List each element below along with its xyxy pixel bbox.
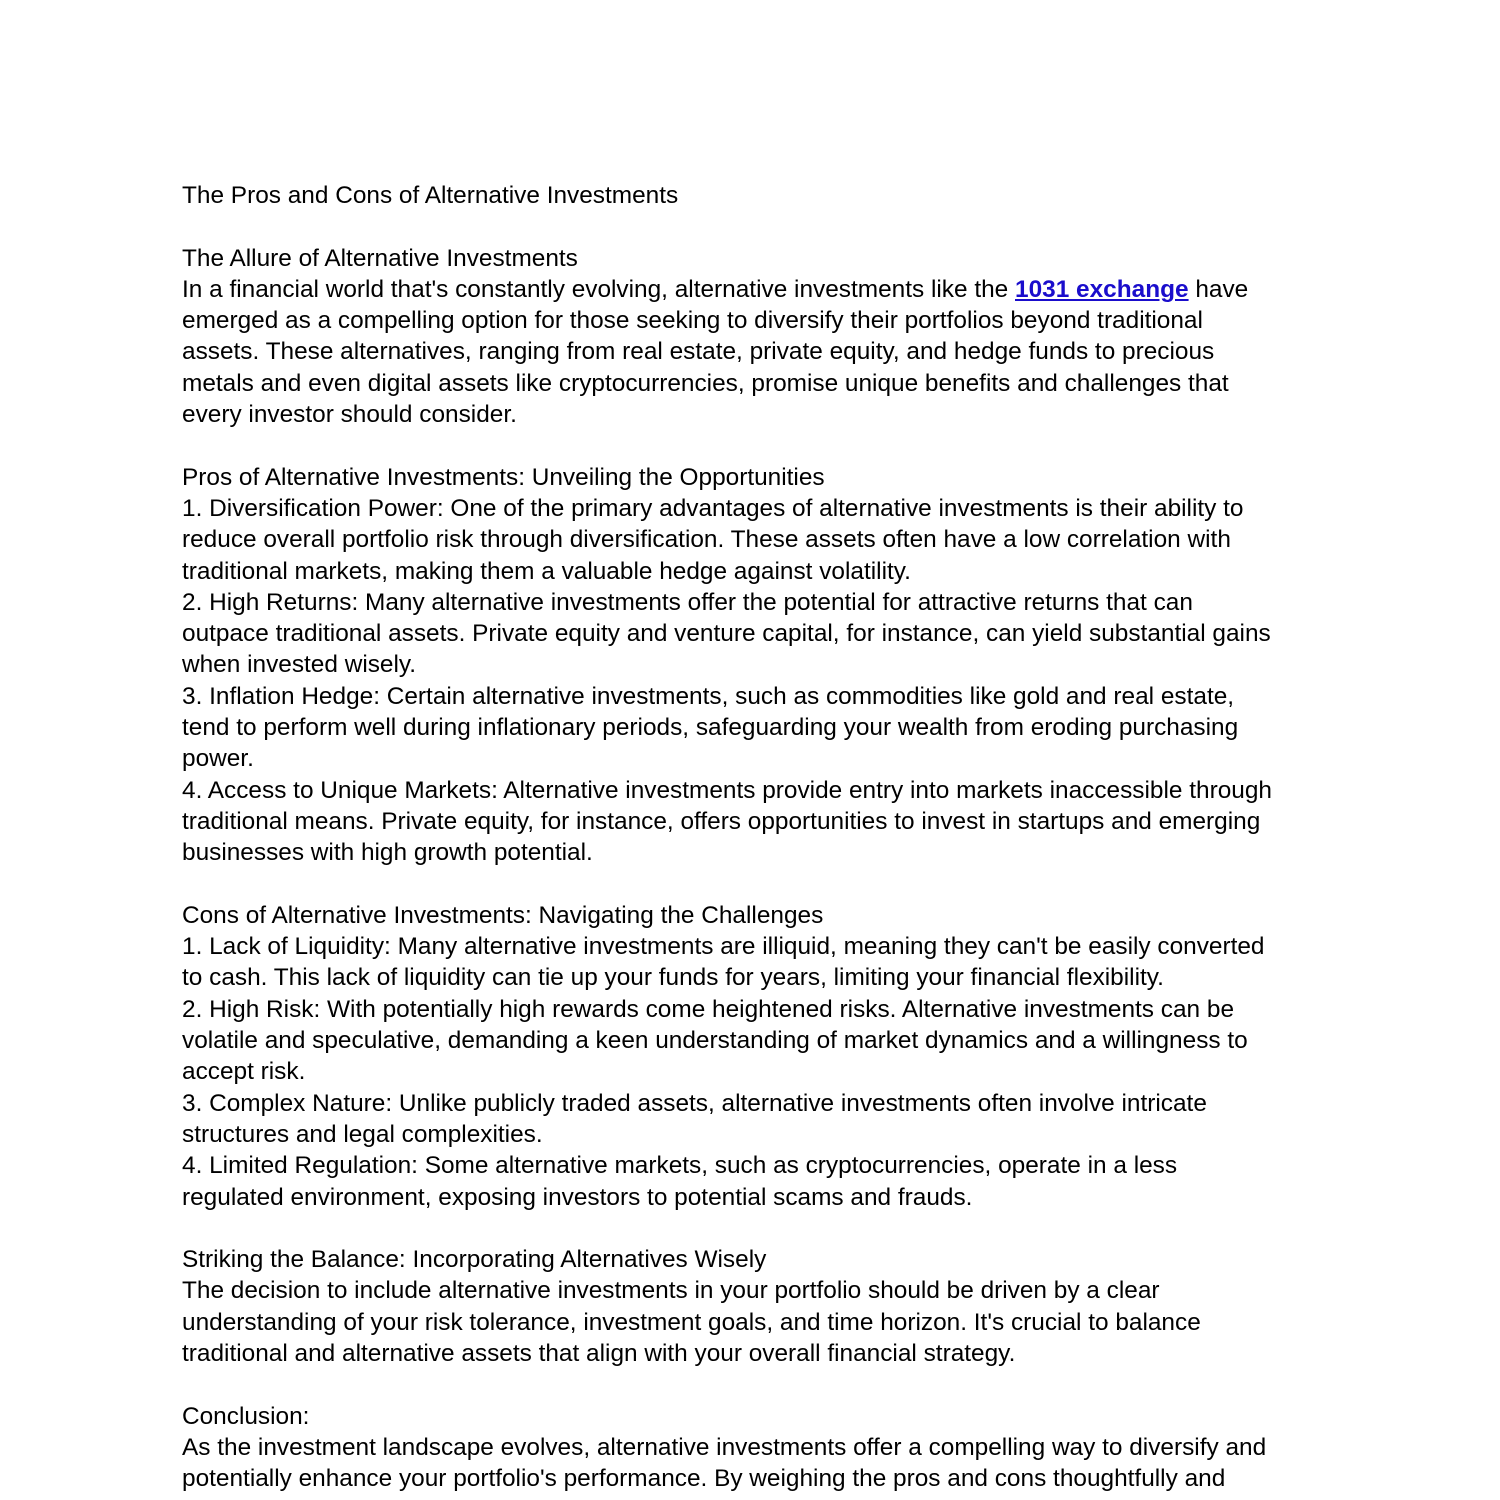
pros-line: outpace traditional assets. Private equity and venture capital, for instance, can yield substantial gains (182, 620, 1271, 648)
1031-exchange-link[interactable]: 1031 exchange (1015, 275, 1189, 303)
paragraph-gap (182, 211, 1322, 242)
pros-line: 3. Inflation Hedge: Certain alternative investments, such as commodities like gold and real estate, (182, 682, 1235, 710)
cons-line: 2. High Risk: With potentially high rewards come heightened risks. Alternative investments can be (182, 995, 1235, 1023)
paragraph-gap (182, 1213, 1322, 1244)
balance-line: understanding of your risk tolerance, investment goals, and time horizon. It's crucial to balance (182, 1308, 1201, 1336)
allure-line-1-before: In a financial world that's constantly evolving, alternative investments like the (182, 275, 1016, 303)
document-title: The Pros and Cons of Alternative Investments (182, 182, 679, 209)
paragraph-gap (182, 869, 1322, 900)
allure-line: metals and even digital assets like cryptocurrencies, promise unique benefits and challenges that (182, 369, 1229, 397)
section-heading-balance: Striking the Balance: Incorporating Alternatives Wisely (182, 1246, 767, 1274)
balance-line: The decision to include alternative investments in your portfolio should be driven by a clear (182, 1277, 1160, 1305)
document-body (182, 180, 1322, 1494)
pros-line: 1. Diversification Power: One of the primary advantages of alternative investments is their ability to (182, 494, 1244, 522)
pros-line: reduce overall portfolio risk through diversification. These assets often have a low correlation with (182, 526, 1231, 554)
paragraph-gap (182, 1369, 1322, 1400)
cons-line: regulated environment, exposing investors to potential scams and frauds. (182, 1183, 973, 1211)
allure-line: assets. These alternatives, ranging from real estate, private equity, and hedge funds to precious (182, 338, 1215, 366)
pros-line: businesses with high growth potential. (182, 839, 593, 867)
conclusion-line: As the investment landscape evolves, alternative investments offer a compelling way to diversify and (182, 1433, 1267, 1461)
pros-line: traditional means. Private equity, for instance, offers opportunities to invest in startups and emerging (182, 807, 1261, 835)
pros-line: when invested wisely. (182, 651, 417, 679)
balance-line: traditional and alternative assets that align with your overall financial strategy. (182, 1339, 1016, 1367)
allure-line: emerged as a compelling option for those seeking to diversify their portfolios beyond traditional (182, 307, 1203, 335)
cons-line: 1. Lack of Liquidity: Many alternative investments are illiquid, meaning they can't be easily converted (182, 933, 1265, 961)
section-heading-cons: Cons of Alternative Investments: Navigating the Challenges (182, 901, 824, 929)
pros-line: traditional markets, making them a valuable hedge against volatility. (182, 557, 911, 585)
conclusion-line: potentially enhance your portfolio's performance. By weighing the pros and cons thoughtfully and (182, 1465, 1226, 1493)
cons-line: 4. Limited Regulation: Some alternative markets, such as cryptocurrencies, operate in a less (182, 1152, 1178, 1180)
pros-line: tend to perform well during inflationary periods, safeguarding your wealth from eroding purchasing (182, 714, 1239, 742)
cons-line: 3. Complex Nature: Unlike publicly traded assets, alternative investments often involve intricate (182, 1089, 1207, 1117)
section-heading-conclusion: Conclusion: (182, 1402, 310, 1430)
pros-line: 4. Access to Unique Markets: Alternative investments provide entry into markets inaccessible through (182, 776, 1272, 804)
allure-line-1 (182, 274, 1322, 305)
cons-line: accept risk. (182, 1058, 306, 1086)
cons-line: to cash. This lack of liquidity can tie up your funds for years, limiting your financial flexibility. (182, 964, 1164, 992)
cons-line: volatile and speculative, demanding a keen understanding of market dynamics and a willingness to (182, 1027, 1248, 1055)
section-heading-pros: Pros of Alternative Investments: Unveiling the Opportunities (182, 463, 825, 491)
paragraph-gap (182, 430, 1322, 461)
cons-line: structures and legal complexities. (182, 1120, 543, 1148)
section-heading-allure: The Allure of Alternative Investments (182, 244, 578, 272)
allure-line-1-after: have (1188, 275, 1249, 303)
pros-line: power. (182, 745, 254, 773)
allure-line: every investor should consider. (182, 401, 517, 429)
pros-line: 2. High Returns: Many alternative investments offer the potential for attractive returns that can (182, 588, 1193, 616)
